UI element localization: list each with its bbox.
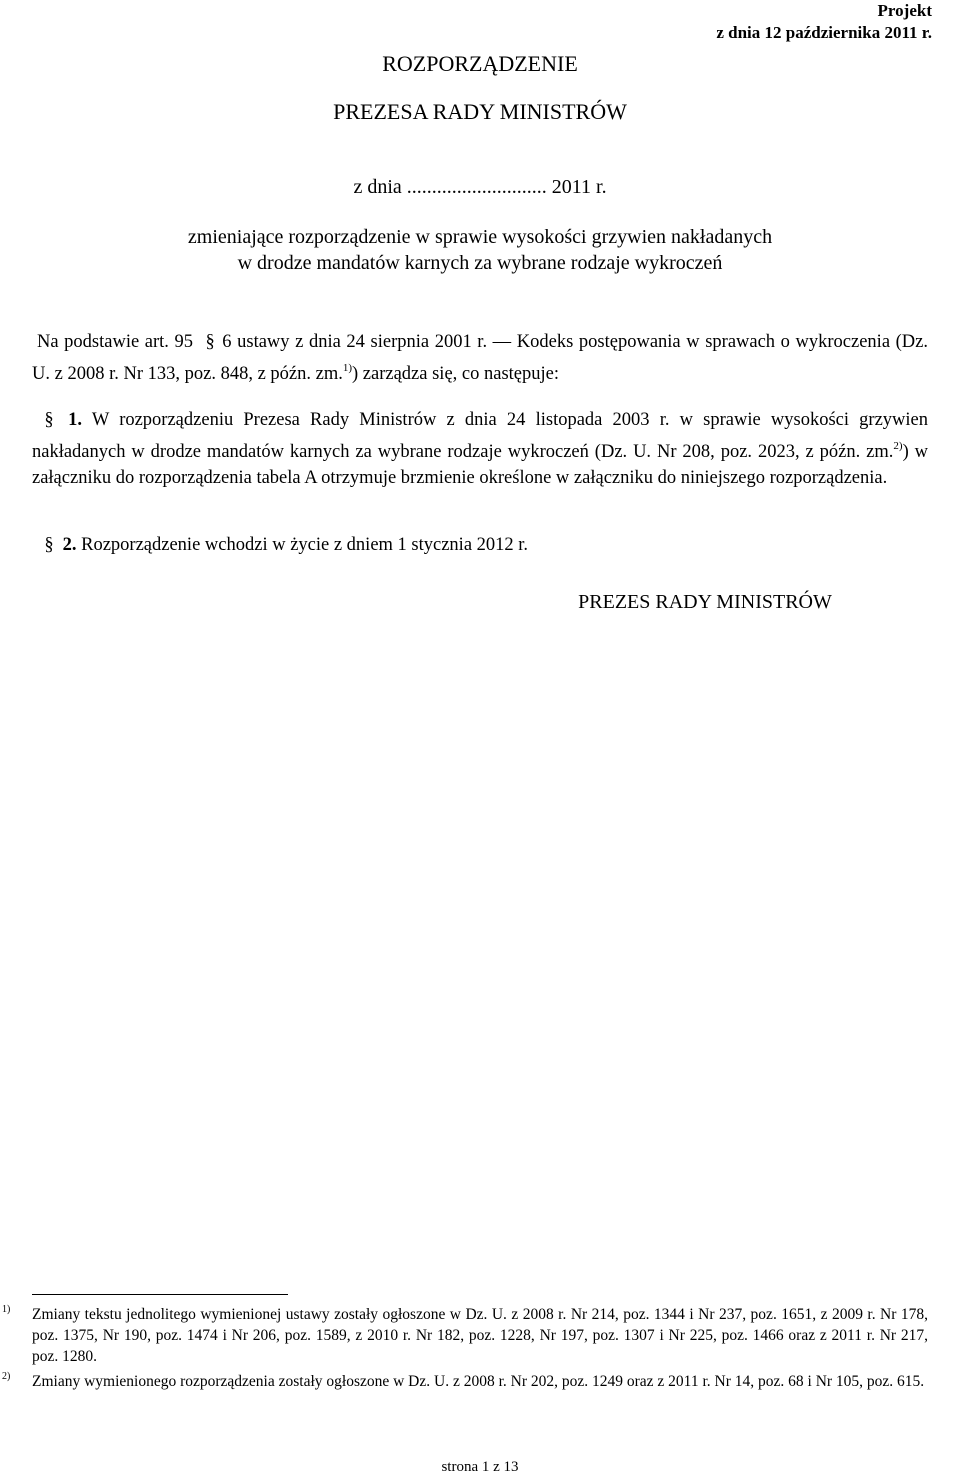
footnote-ref-2: 2) xyxy=(893,440,903,452)
footnote-1 xyxy=(2,1304,928,1367)
paragraph-1-text-end: ) w załączniku do rozporządzenia tabela A otrzymuje brzmienie określone w załączniku do niniejszego rozporządzenia. xyxy=(32,442,929,488)
draft-header xyxy=(700,0,932,44)
footnote-ref-1: 1) xyxy=(342,362,353,374)
subject-line-2: w drodze mandatów karnych za wybrane rodzaje wykroczeń xyxy=(237,252,723,274)
draft-label: Projekt xyxy=(877,1,932,20)
paragraph-1-number: 1. xyxy=(68,410,83,430)
page-number: strona 1 z 13 xyxy=(441,1459,519,1475)
section-sign: § xyxy=(205,332,215,352)
section-sign: § xyxy=(44,535,54,555)
issue-date: z dnia ............................ 2011 r. xyxy=(353,176,607,198)
footnote-separator xyxy=(32,1294,288,1295)
paragraph-1 xyxy=(32,407,928,491)
issuer-title: PREZESA RADY MINISTRÓW xyxy=(333,99,627,124)
paragraph-2-text: Rozporządzenie wchodzi w życie z dniem 1 stycznia 2012 r. xyxy=(81,535,529,555)
document-subject xyxy=(0,224,960,276)
footnote-2-text: Zmiany wymienionego rozporządzenia zostały ogłoszone w Dz. U. z 2008 r. Nr 202, poz. 1249 oraz z 2011 r. Nr 14, poz. 68 i Nr 105, poz. 615. xyxy=(32,1373,925,1390)
document-title: ROZPORZĄDZENIE xyxy=(382,51,578,76)
signature-block: PREZES RADY MINISTRÓW xyxy=(578,591,832,613)
paragraph-2-number: 2. xyxy=(62,535,77,555)
footnote-1-marker: 1) xyxy=(2,1304,11,1315)
legal-basis-end: ) zarządza się, co następuje: xyxy=(352,364,559,384)
legal-basis-start: Na podstawie art. 95 xyxy=(37,332,194,352)
section-sign: § xyxy=(44,410,54,430)
paragraph-2 xyxy=(32,532,928,558)
legal-basis-middle: 6 ustawy z dnia 24 sierpnia 2001 r. — Kodeks postępowania w sprawach o wykroczenia (Dz. U. z 2008 r. Nr 133, poz. 848, z późn. zm. xyxy=(32,332,928,384)
draft-date: z dnia 12 października 2011 r. xyxy=(716,23,932,42)
footnote-1-text: Zmiany tekstu jednolitego wymienionej ustawy zostały ogłoszone w Dz. U. z 2008 r. Nr 214, poz. 1344 i Nr 237, poz. 1651, z 2009 r. Nr 178, poz. 1375, Nr 190, poz. 1474 i Nr 206, poz. 1589, z 2010 r. Nr 182, poz. 1228, Nr 197, poz. 1307 i Nr 225, poz. 1466 oraz z 2011 r. Nr 217, poz. 1280. xyxy=(32,1306,928,1365)
footnote-2 xyxy=(2,1371,928,1392)
subject-line-1: zmieniające rozporządzenie w sprawie wysokości grzywien nakładanych xyxy=(187,226,773,248)
paragraph-1-text-start: W rozporządzeniu Prezesa Rady Ministrów z dnia 24 listopada 2003 r. w sprawie wysokości grzywien nakładanych w drodze mandatów karnych za wybrane rodzaje wykroczeń (Dz. U. Nr 208, poz. 2023, z późn. zm. xyxy=(32,410,929,462)
legal-basis-paragraph xyxy=(32,329,928,387)
footnote-2-marker: 2) xyxy=(2,1371,11,1382)
